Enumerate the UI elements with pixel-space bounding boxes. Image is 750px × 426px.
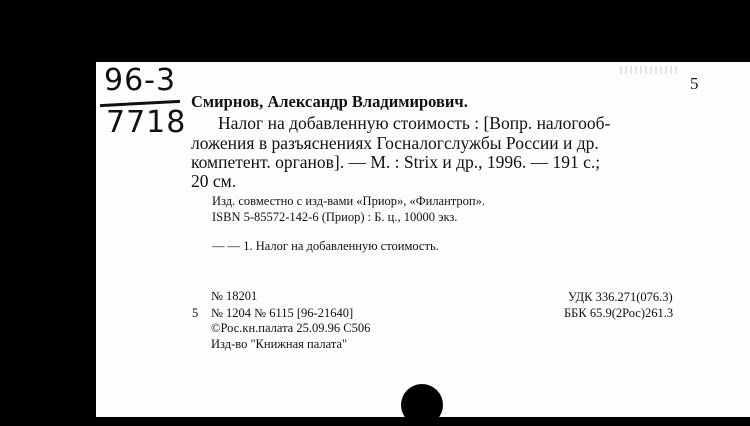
order-numbers: № 1204 № 6115 [96-21640]: [211, 306, 354, 320]
page-number: 5: [690, 74, 699, 93]
title-line-1: Налог на добавленную стоимость : [Вопр. налогооб-: [218, 113, 611, 133]
handwritten-shelf-mark-top: 96-3: [104, 63, 177, 98]
handwritten-shelf-mark-bottom: 7718: [106, 105, 187, 140]
note-isbn: ISBN 5-85572-142-6 (Приор) : Б. ц., 10000 экз.: [212, 210, 458, 224]
book-chamber-stamp: ©Рос.кн.палата 25.09.96 С506: [211, 321, 371, 335]
author-heading: Смирнов, Александр Владимирович.: [191, 92, 468, 111]
record-number: № 18201: [211, 289, 258, 303]
note-copublishers: Изд. совместно с изд-вами «Приор», «Филантроп».: [212, 194, 485, 208]
udk-code: УДК 336.271(076.3): [568, 290, 673, 304]
subject-heading: — — 1. Налог на добавленную стоимость.: [212, 239, 439, 253]
title-line-4: 20 см.: [191, 171, 237, 191]
bbk-code: ББК 65.9(2Рос)261.3: [564, 306, 674, 320]
publisher-imprint: Изд-во "Книжная палата": [211, 337, 348, 351]
title-line-3: компетент. органов]. — М. : Strix и др., 1996. — 191 с.;: [191, 152, 601, 172]
title-line-2: ложения в разъяснениях Госналогслужбы России и др.: [191, 133, 599, 153]
punch-hole: [401, 384, 443, 426]
copy-mark: 5: [192, 306, 199, 320]
scan-speckle: [620, 66, 680, 74]
